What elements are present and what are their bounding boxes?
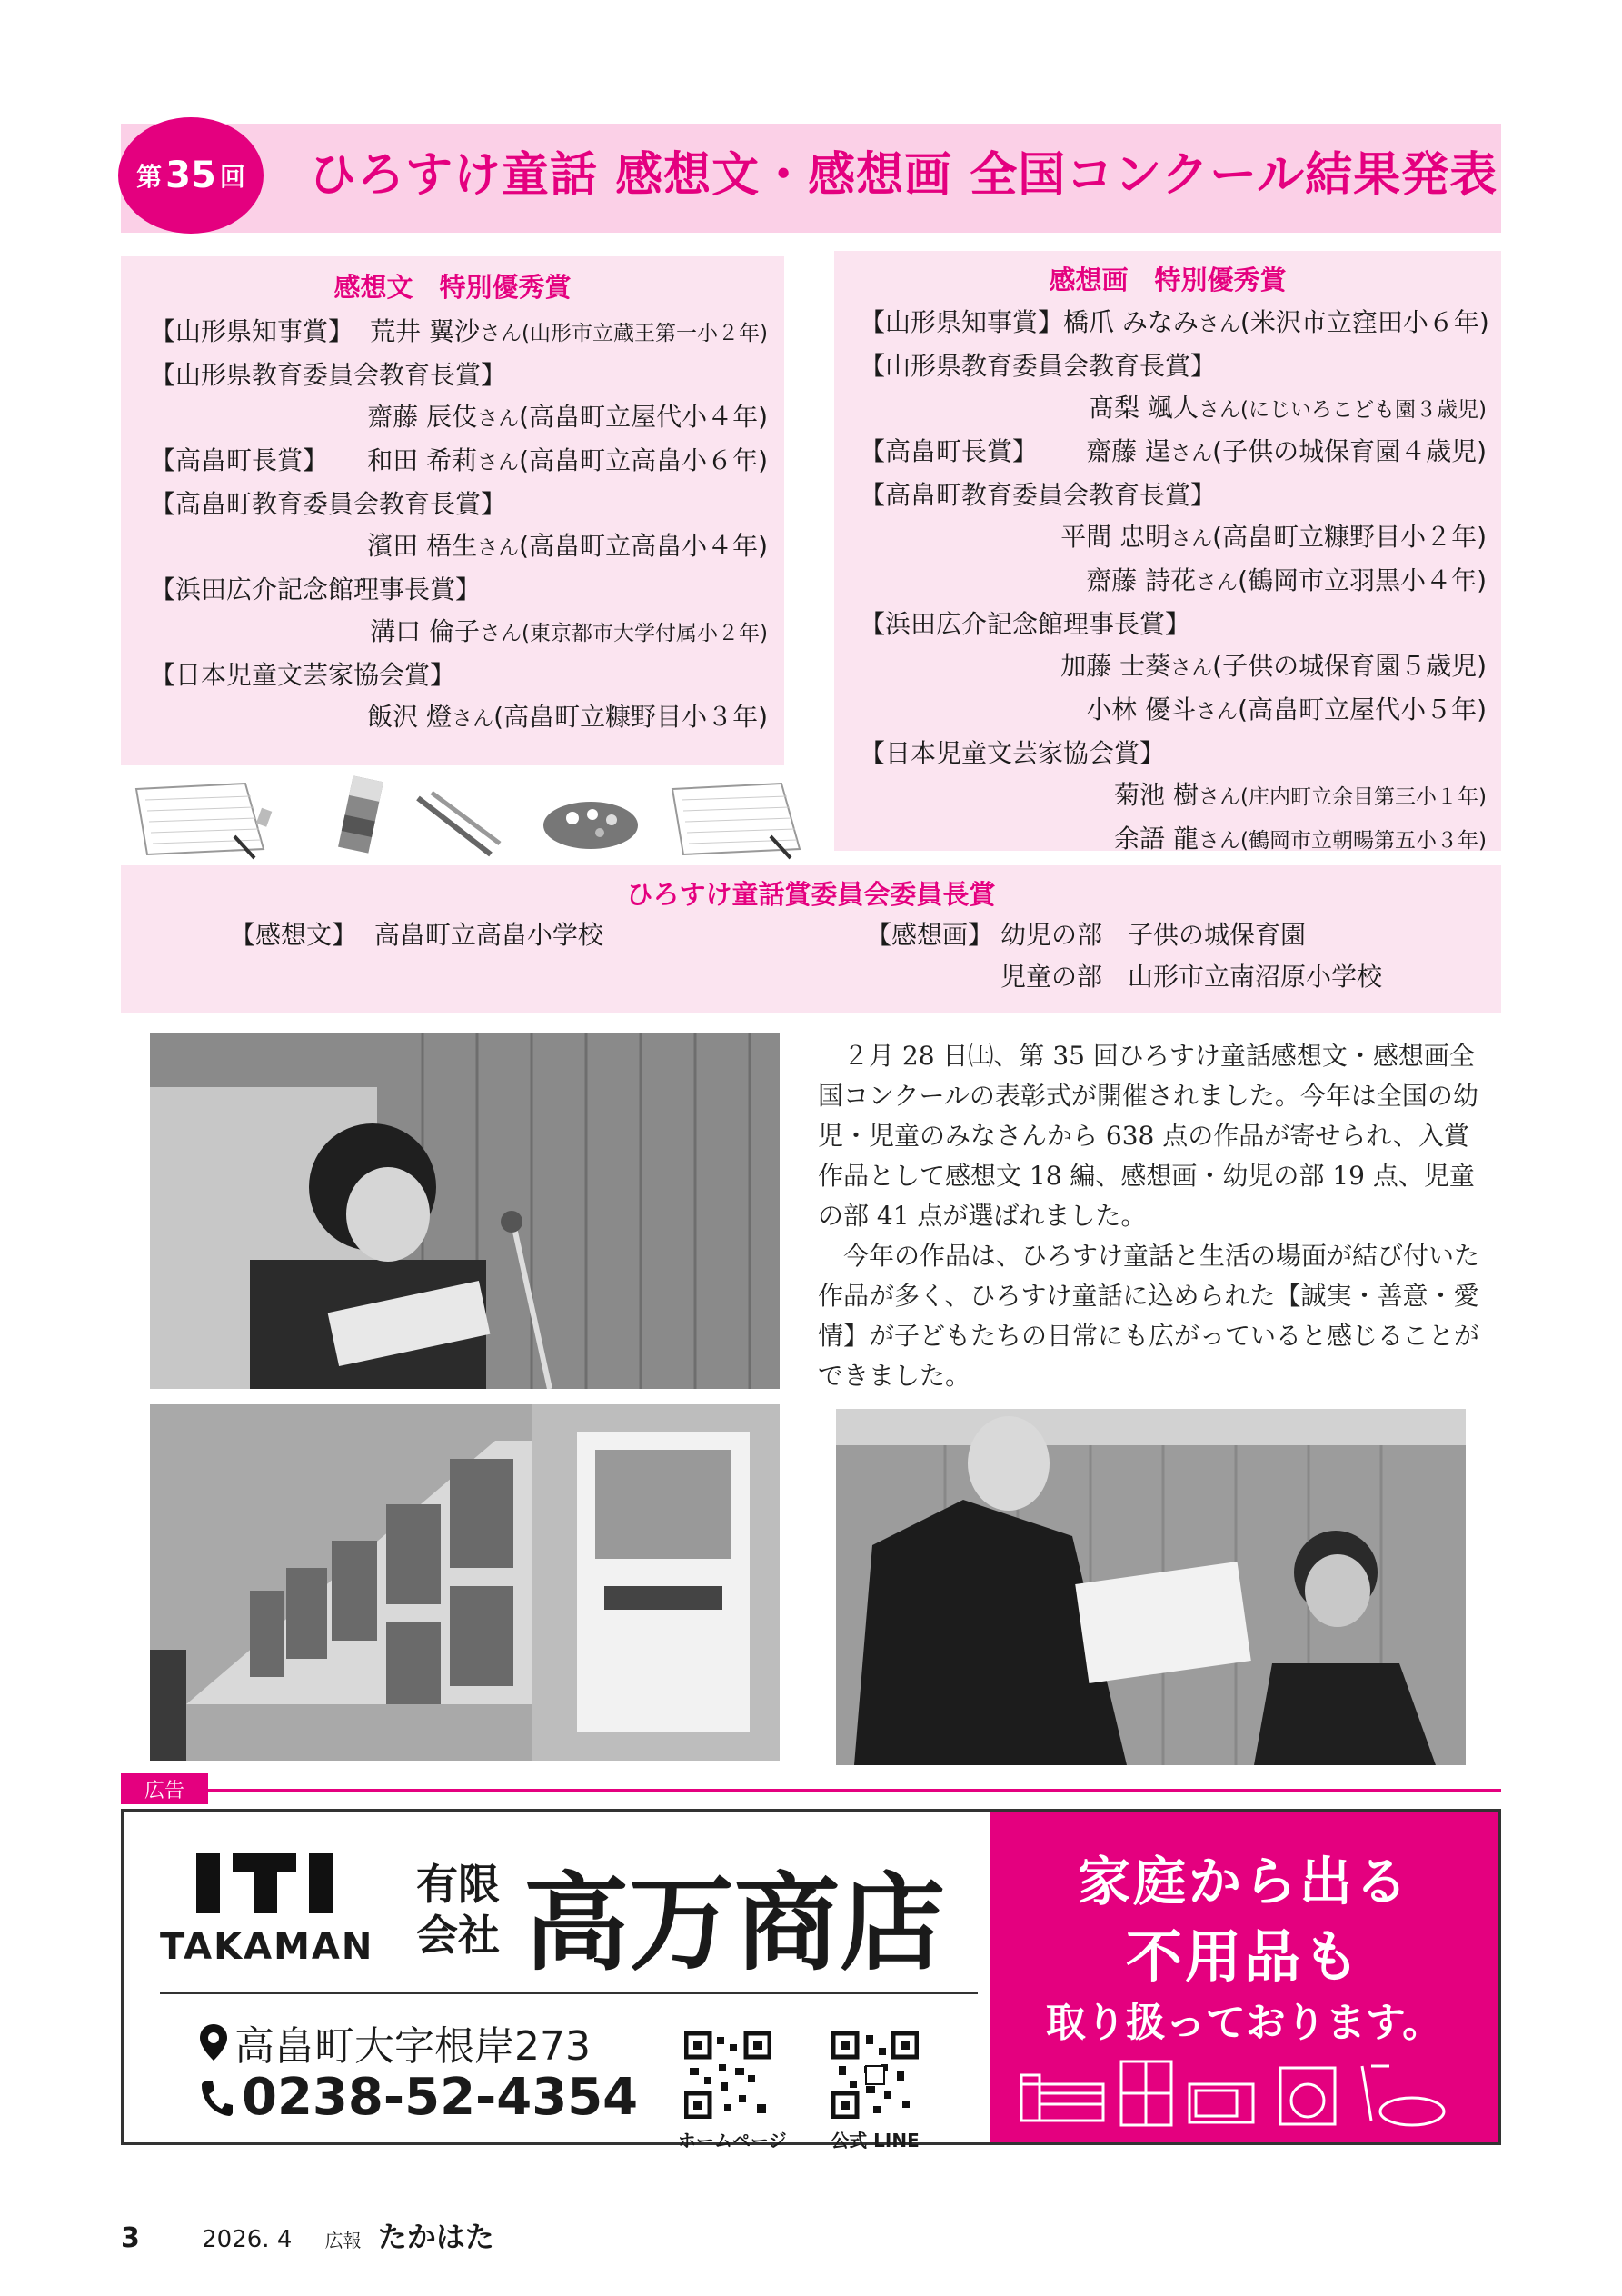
photo-reading-speech	[150, 1033, 780, 1389]
winner	[1086, 560, 1487, 604]
winner-name: 余語 龍	[1114, 824, 1199, 854]
honorific: さん	[1199, 398, 1241, 422]
painting-award-title: 感想画 特別優秀賞	[1049, 265, 1287, 295]
article-paragraph: 今年の作品は、ひろすけ童話と生活の場面が結び付いた作品が多く、ひろすけ童話に込められた【誠実・善意・愛情】が子どもたちの日常にも広がっていると感じることができました。	[818, 1241, 1480, 1391]
winner-school: (子供の城保育園４歳児)	[1212, 436, 1487, 466]
winner	[1114, 818, 1487, 862]
winner-name: 橋爪 みなみ	[1063, 307, 1199, 337]
badge-prefix: 第	[136, 162, 163, 192]
publication-label: 広報	[324, 2230, 362, 2251]
essay-award-panel	[121, 256, 784, 765]
address-line	[198, 2013, 591, 2071]
winner-school: (高畠町立糠野目小２年)	[1212, 522, 1487, 552]
winner-school: (にじいろこども園３歳児)	[1240, 398, 1487, 422]
honorific: さん	[477, 451, 520, 474]
winner	[1063, 302, 1489, 345]
winner-school: (米沢市立窪田小６年)	[1239, 307, 1489, 337]
award-name: 【山形県知事賞】	[860, 307, 1064, 337]
company-type-line2: 会社	[416, 1911, 500, 1960]
phone-line	[198, 2068, 638, 2127]
winner-school: (高畠町立屋代小５年)	[1238, 694, 1487, 724]
honorific: さん	[477, 536, 520, 560]
winner-name: 齋藤 逞	[1086, 436, 1171, 466]
honorific: さん	[1170, 442, 1213, 465]
publication-name: たかはた	[377, 2220, 494, 2254]
award-row	[860, 474, 1487, 516]
winner-school: (高畠町立糠野目小３年)	[493, 702, 768, 732]
painting-award-panel	[834, 251, 1501, 854]
award-row	[150, 354, 768, 396]
palette-icon	[543, 802, 638, 849]
award-row	[860, 604, 1487, 645]
address: 高畠町大字根岸273	[234, 2023, 591, 2070]
winner-school: (庄内町立余目第三小１年)	[1240, 785, 1487, 809]
ad-message-3: 取り扱っております。	[1045, 2000, 1443, 2046]
award-name: 【日本児童文芸家協会賞】	[150, 660, 456, 690]
winner	[367, 440, 768, 484]
award-name: 【高畠町教育委員会教育長賞】	[860, 480, 1217, 510]
winner	[370, 611, 768, 654]
photo-award-presentation	[836, 1409, 1466, 1765]
badge-number: 35	[165, 155, 216, 196]
ad-rule	[160, 1992, 978, 1994]
page-title: ひろすけ童話 感想文・感想画 全国コンクール結果発表	[309, 148, 1498, 203]
winner-name: 和田 希莉	[367, 445, 478, 475]
award-row	[150, 654, 768, 696]
award-name: 【浜田広介記念館理事長賞】	[150, 574, 482, 604]
company-type-line1: 有限	[416, 1860, 500, 1909]
qr-code-icon	[684, 2031, 771, 2119]
winner-name: 飯沢 燈	[367, 702, 453, 732]
advertisement	[121, 1809, 1501, 2151]
award-row	[150, 396, 768, 440]
award-row	[860, 774, 1487, 818]
winner-name: 菊池 樹	[1114, 780, 1199, 810]
winner-name: 平間 忠明	[1060, 522, 1171, 552]
honorific: さん	[1170, 527, 1213, 551]
award-name: 【高畠町長賞】	[860, 436, 1039, 466]
committee-award-title: ひろすけ童話賞委員会委員長賞	[626, 879, 996, 910]
committee-painting-label: 【感想画】	[866, 920, 994, 950]
qr-homepage-label: ホームページ	[678, 2130, 787, 2151]
winner-school: (鶴岡市立羽黒小４年)	[1238, 565, 1487, 595]
award-row	[860, 818, 1487, 862]
award-row	[860, 689, 1487, 733]
award-row	[150, 696, 768, 740]
ad-message-1: 家庭から出る	[1077, 1851, 1410, 1912]
winner	[367, 396, 768, 440]
winner-name: 髙梨 颯人	[1089, 393, 1199, 423]
committee-essay-school: 高畠町立高畠小学校	[373, 920, 603, 950]
article-body	[818, 1036, 1490, 1396]
honorific: さん	[1198, 313, 1240, 336]
winner	[1086, 689, 1487, 733]
ad-highlight-panel	[990, 1812, 1498, 2142]
award-row	[860, 345, 1487, 387]
award-row	[860, 733, 1487, 774]
winner-school: (高畠町立高畠小４年)	[519, 531, 768, 561]
qr-line-label: 公式 LINE	[831, 2130, 920, 2151]
winner	[1089, 387, 1487, 431]
page-number: 3	[121, 2222, 140, 2254]
award-name: 【日本児童文芸家協会賞】	[860, 738, 1166, 768]
award-row	[150, 525, 768, 569]
committee-award-panel	[121, 865, 1501, 1013]
committee-essay-label: 【感想文】	[230, 920, 358, 950]
honorific: さん	[1196, 571, 1239, 594]
award-name: 【浜田広介記念館理事長賞】	[860, 609, 1191, 639]
ad-label: 広告	[121, 1773, 208, 1804]
qr-line[interactable]	[825, 2031, 925, 2152]
ad-divider	[121, 1789, 1501, 1792]
winner	[1086, 431, 1487, 474]
essay-award-list	[150, 311, 768, 740]
winner-name: 齋藤 詩花	[1086, 565, 1197, 595]
award-row	[860, 431, 1487, 474]
company-name: 高万商店	[523, 1862, 945, 1985]
honorific: さん	[480, 622, 522, 645]
winner	[367, 525, 768, 569]
committee-painting-infant: 幼児の部 子供の城保育園	[1000, 920, 1307, 950]
winner	[1060, 516, 1487, 560]
committee-essay	[230, 914, 603, 956]
award-row	[860, 387, 1487, 431]
award-row	[860, 302, 1487, 345]
manuscript-paper-icon	[672, 784, 800, 858]
phone-icon	[198, 2078, 234, 2118]
issue-badge	[118, 117, 264, 234]
phone-number: 0238-52-4354	[242, 2068, 639, 2127]
painting-award-list	[860, 302, 1487, 862]
takaman-logo	[160, 1848, 374, 1975]
winner-school: (鶴岡市立朝暘第五小３年)	[1240, 829, 1487, 853]
winner	[367, 696, 768, 740]
honorific: さん	[1170, 656, 1213, 680]
award-name: 【山形県教育委員会教育長賞】	[150, 360, 507, 390]
winner-school: (高畠町立屋代小４年)	[519, 402, 768, 432]
winner-name: 小林 優斗	[1086, 694, 1197, 724]
qr-code-icon	[831, 2031, 919, 2119]
manuscript-paper-icon	[136, 784, 272, 858]
award-row	[860, 645, 1487, 689]
winner-name: 齋藤 辰伎	[367, 402, 478, 432]
award-name: 【山形県教育委員会教育長賞】	[860, 351, 1217, 381]
page-footer	[121, 2214, 494, 2256]
location-pin-icon	[198, 2022, 229, 2062]
photo-exhibition-hall	[150, 1404, 780, 1761]
honorific: さん	[477, 407, 520, 431]
winner-name: 加藤 士葵	[1060, 651, 1171, 681]
winner	[370, 311, 768, 354]
essay-award-title: 感想文 特別優秀賞	[333, 272, 572, 303]
award-row	[150, 484, 768, 525]
award-row	[150, 311, 768, 354]
award-row	[150, 611, 768, 654]
article-paragraph: ２月 28 日㈯、第 35 回ひろすけ童話感想文・感想画全国コンクールの表彰式が開催されました。今年は全国の幼児・児童のみなさんから 638 点の作品が寄せられ、入賞作品として感想文 18 編、感想画・幼児の部 19 点、児童の部 41 点が選ばれました。	[818, 1041, 1478, 1231]
winner	[1060, 645, 1487, 689]
winner-name: 荒井 翼沙	[370, 316, 481, 346]
winner	[1114, 774, 1487, 818]
award-row	[150, 440, 768, 484]
art-supplies-illustration	[127, 771, 818, 862]
honorific: さん	[1199, 785, 1241, 809]
award-name: 【高畠町長賞】	[150, 445, 329, 475]
winner-name: 溝口 倫子	[370, 616, 481, 646]
company-type	[416, 1859, 500, 1961]
committee-painting-child: 児童の部 山形市立南沼原小学校	[1000, 962, 1383, 992]
qr-homepage[interactable]	[678, 2031, 787, 2152]
logo-text: TAKAMAN	[160, 1926, 374, 1968]
honorific: さん	[452, 707, 494, 731]
household-items-illustration	[1017, 2057, 1471, 2130]
honorific: さん	[480, 322, 522, 345]
award-name: 【高畠町教育委員会教育長賞】	[150, 489, 507, 519]
winner-school: (東京都市大学付属小２年)	[522, 622, 768, 645]
badge-suffix: 回	[219, 162, 245, 192]
brush-icon	[418, 793, 500, 854]
winner-school: (子供の城保育園５歳児)	[1212, 651, 1487, 681]
honorific: さん	[1199, 829, 1241, 853]
paint-tube-icon	[338, 775, 383, 853]
award-row	[860, 516, 1487, 560]
issue-date: 2026. 4	[202, 2226, 293, 2253]
winner-school: (山形市立蔵王第一小２年)	[522, 322, 768, 345]
ad-message-2: 不用品も	[1125, 1923, 1362, 1990]
honorific: さん	[1196, 700, 1239, 724]
award-row	[150, 569, 768, 611]
winner-name: 濱田 梧生	[367, 531, 478, 561]
winner-school: (高畠町立高畠小６年)	[519, 445, 768, 475]
award-name: 【山形県知事賞】	[150, 316, 354, 346]
award-row	[860, 560, 1487, 604]
